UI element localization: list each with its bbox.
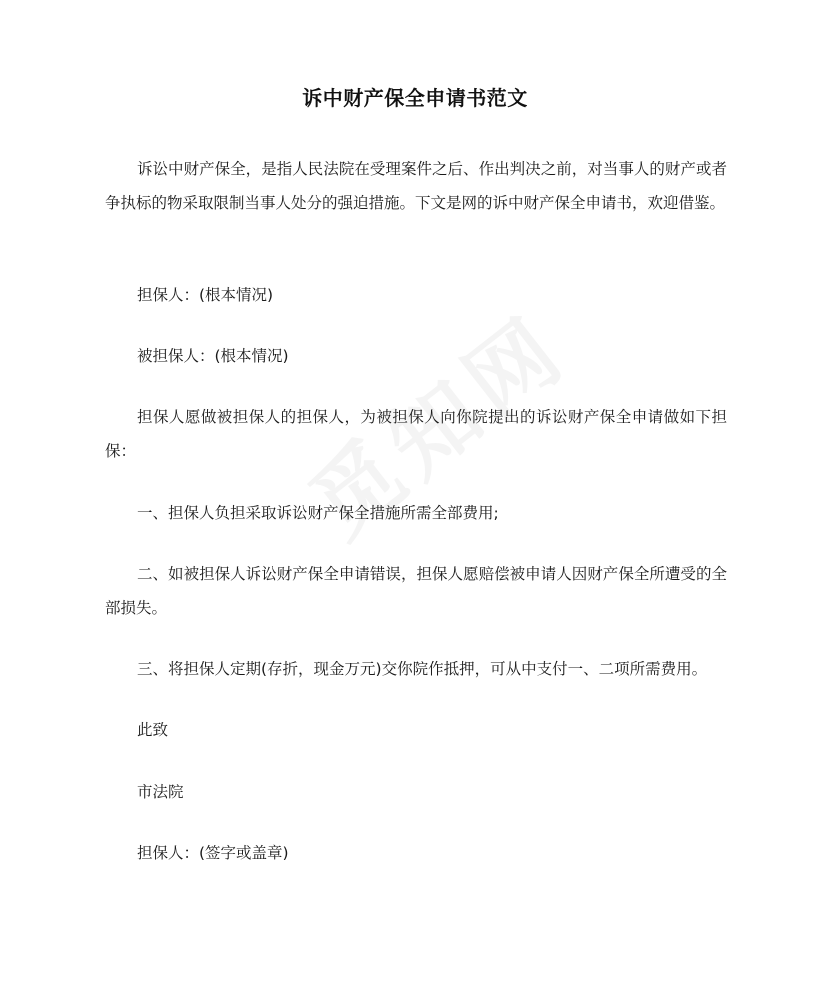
signature-line: 担保人：(签字或盖章): [137, 844, 289, 862]
guaranteed-party-line: 被担保人：(根本情况): [137, 347, 289, 365]
clause-two: 二、如被担保人诉讼财产保全申请错误，担保人愿赔偿被申请人因财产保全所遭受的全部损失。: [105, 565, 727, 617]
guarantee-statement: 担保人愿做被担保人的担保人，为被担保人向你院提出的诉讼财产保全申请做如下担保：: [105, 408, 727, 460]
document-title: 诉中财产保全申请书范文: [302, 86, 528, 110]
clause-three: 三、将担保人定期(存折，现金万元)交你院作抵押，可从中支付一、二项所需费用。: [137, 660, 708, 678]
salutation: 此致: [137, 721, 169, 739]
recipient-court: 市法院: [137, 783, 184, 801]
clause-one: 一、担保人负担采取诉讼财产保全措施所需全部费用;: [137, 504, 499, 522]
guarantor-line: 担保人：(根本情况): [137, 286, 274, 304]
intro-paragraph: 诉讼中财产保全，是指人民法院在受理案件之后、作出判决之前，对当事人的财产或者争执标的物采取限制当事人处分的强迫措施。下文是网的诉中财产保全申请书，欢迎借鉴。: [105, 160, 727, 212]
